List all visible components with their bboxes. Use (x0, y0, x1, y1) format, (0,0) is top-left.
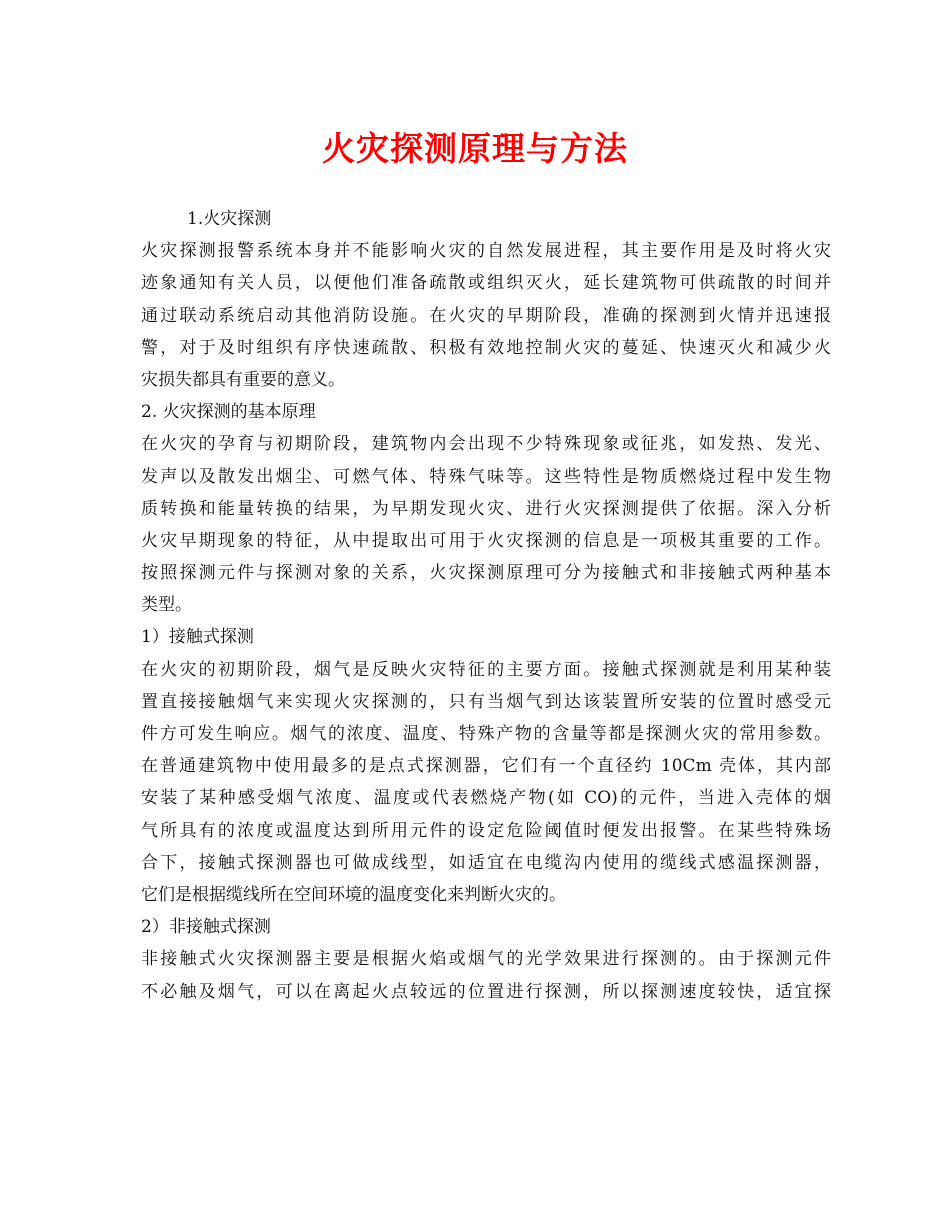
text-line: 警，对于及时组织有序快速疏散、积极有效地控制火灾的蔓延、快速灭火和减少火 (141, 337, 831, 358)
text-line: 它们是根据缆线所在空间环境的温度变化来判断火灾的。 (141, 884, 566, 905)
text-line: 按照探测元件与探测对象的关系，火灾探测原理可分为接触式和非接触式两种基本 (141, 563, 831, 584)
text-line: 2）非接触式探测 (141, 917, 271, 938)
text-line: 合下，接触式探测器也可做成线型，如适宜在电缆沟内使用的缆线式感温探测器， (141, 852, 831, 873)
text-line: 在普通建筑物中使用最多的是点式探测器，它们有一个直径约 10Cm 壳体，其内部 (141, 756, 831, 777)
text-line: 1）接触式探测 (141, 627, 254, 648)
document-title: 火灾探测原理与方法 (322, 129, 628, 168)
text-line: 非接触式火灾探测器主要是根据火焰或烟气的光学效果进行探测的。由于探测元件 (141, 949, 831, 970)
text-line: 迹象通知有关人员，以便他们准备疏散或组织灭火，延长建筑物可供疏散的时间并 (141, 273, 831, 294)
text-line: 通过联动系统启动其他消防设施。在火灾的早期阶段，准确的探测到火情并迅速报 (141, 305, 831, 326)
text-line: 气所具有的浓度或温度达到所用元件的设定危险阈值时便发出报警。在某些特殊场 (141, 820, 831, 841)
text-line: 在火灾的孕育与初期阶段，建筑物内会出现不少特殊现象或征兆，如发热、发光、 (141, 434, 831, 455)
text-line: 安装了某种感受烟气浓度、温度或代表燃烧产物(如 CO)的元件，当进入壳体的烟 (141, 788, 831, 809)
text-line: 灾损失都具有重要的意义。 (141, 369, 345, 390)
text-line: 质转换和能量转换的结果，为早期发现火灾、进行火灾探测提供了依据。深入分析 (141, 498, 831, 519)
text-line: 发声以及散发出烟尘、可燃气体、特殊气味等。这些特性是物质燃烧过程中发生物 (141, 466, 831, 487)
text-line: 火灾探测报警系统本身并不能影响火灾的自然发展进程，其主要作用是及时将火灾 (141, 241, 831, 262)
text-line: 不必触及烟气，可以在离起火点较远的位置进行探测，所以探测速度较快，适宜探 (141, 981, 831, 1002)
text-line: 在火灾的初期阶段，烟气是反映火灾特征的主要方面。接触式探测就是利用某种装 (141, 659, 831, 680)
text-line: 火灾早期现象的特征，从中提取出可用于火灾探测的信息是一项极其重要的工作。 (141, 530, 831, 551)
text-line: 置直接接触烟气来实现火灾探测的，只有当烟气到达该装置所安装的位置时感受元 (141, 691, 831, 712)
text-line: 件方可发生响应。烟气的浓度、温度、特殊产物的含量等都是探测火灾的常用参数。 (141, 724, 831, 744)
document-body (141, 203, 831, 1008)
text-line: 2. 火灾探测的基本原理 (141, 402, 316, 423)
text-line: 类型。 (141, 595, 192, 616)
text-line: 1.火灾探测 (187, 209, 272, 229)
